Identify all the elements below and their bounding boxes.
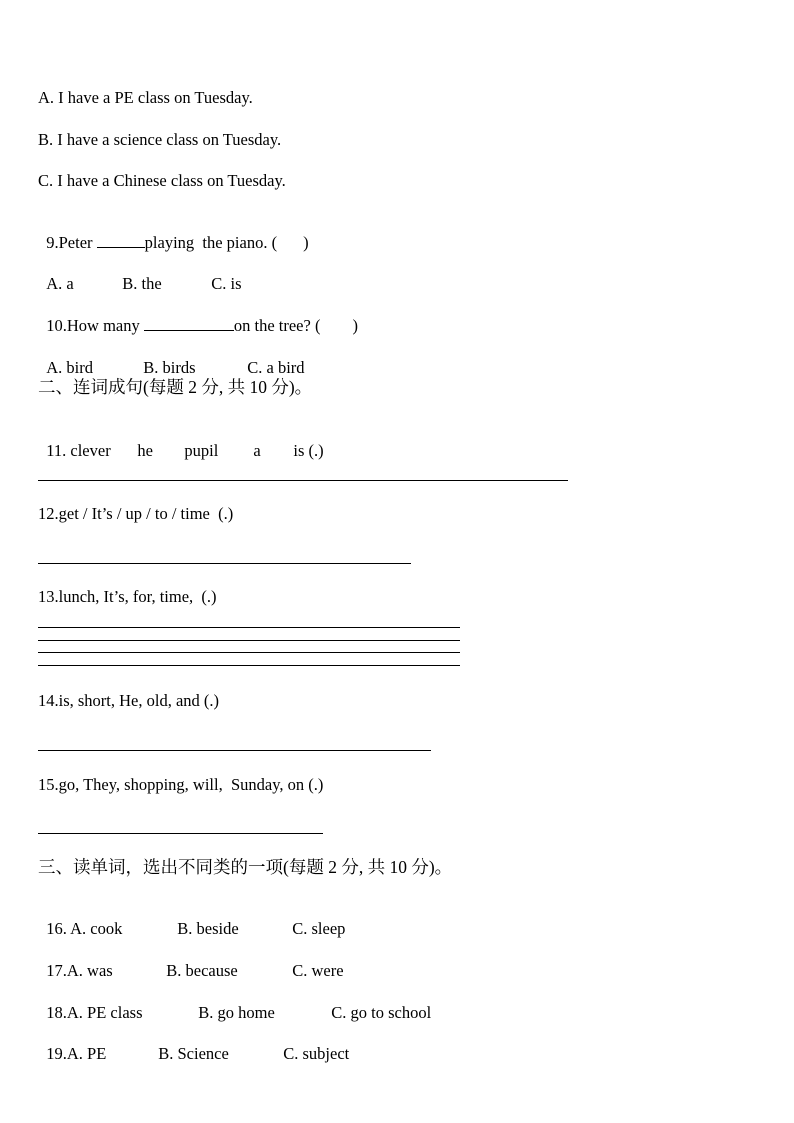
q10-stem (38, 296, 358, 336)
q9-close-paren: ) (303, 233, 309, 252)
section-3-title: 三、读单词，选出不同类的一项(每题 2 分, 共 10 分)。 (38, 857, 453, 877)
q16-option-a: 16. A. cook (46, 919, 123, 938)
q9-stem-end: playing the piano. ( (144, 233, 278, 252)
q10-close-paren: ) (352, 316, 358, 335)
q11-word-4: a (253, 441, 261, 460)
q17-option-b: B. because (166, 961, 238, 980)
q11-word-5: is (.) (293, 441, 324, 460)
q8-option-b: B. I have a science class on Tuesday. (38, 130, 282, 149)
q9-option-b: B. the (122, 274, 162, 293)
q12-answer-line[interactable] (38, 563, 411, 564)
q19-option-b: B. Science (158, 1044, 229, 1063)
q10-stem-start: 10.How many (46, 316, 144, 335)
q17-row (38, 941, 344, 981)
q8-option-c: C. I have a Chinese class on Tuesday. (38, 171, 286, 190)
q18-option-a: 18.A. PE class (46, 1003, 143, 1022)
q9-option-c: C. is (211, 274, 242, 293)
q10-stem-end: on the tree? ( (233, 316, 321, 335)
q10-answer-blank[interactable] (144, 316, 234, 331)
q13-answer-line-1[interactable] (38, 627, 460, 628)
q9-answer-blank[interactable] (97, 233, 145, 248)
q13-answer-line-2[interactable] (38, 640, 460, 641)
q17-option-c: C. were (292, 961, 344, 980)
q19-option-a: 19.A. PE (46, 1044, 107, 1063)
q14-prompt: 14.is, short, He, old, and (.) (38, 691, 220, 710)
q12-prompt: 12.get / It’s / up / to / time (.) (38, 504, 234, 523)
q8-option-a: A. I have a PE class on Tuesday. (38, 88, 253, 107)
q16-option-c: C. sleep (292, 919, 346, 938)
q9-options (38, 254, 242, 294)
q19-row (38, 1024, 349, 1064)
q11-prompt (38, 421, 324, 461)
q11-word-1: clever (70, 441, 111, 460)
q10-options (38, 338, 305, 378)
q13-answer-line-3[interactable] (38, 652, 460, 653)
q18-option-c: C. go to school (331, 1003, 432, 1022)
q11-answer-line[interactable] (38, 480, 568, 481)
q15-prompt: 15.go, They, shopping, will, Sunday, on (.) (38, 775, 324, 794)
q15-answer-line[interactable] (38, 833, 323, 834)
q17-option-a: 17.A. was (46, 961, 113, 980)
q10-option-b: B. birds (143, 358, 196, 377)
q10-option-a: A. bird (46, 358, 93, 377)
q14-answer-line[interactable] (38, 750, 431, 751)
q16-row (38, 899, 345, 939)
q9-stem-start: 9.Peter (46, 233, 97, 252)
q18-option-b: B. go home (198, 1003, 275, 1022)
q16-option-b: B. beside (177, 919, 239, 938)
q9-stem (38, 213, 309, 253)
q11-word-3: pupil (184, 441, 219, 460)
q9-option-a: A. a (46, 274, 74, 293)
q13-prompt: 13.lunch, It’s, for, time, (.) (38, 587, 217, 606)
q10-option-c: C. a bird (247, 358, 305, 377)
section-2-title: 二、连词成句(每题 2 分, 共 10 分)。 (38, 377, 313, 397)
q11-word-2: he (137, 441, 153, 460)
q13-answer-line-4[interactable] (38, 665, 460, 666)
q18-row (38, 983, 431, 1023)
q11-number: 11. (46, 441, 71, 460)
q19-option-c: C. subject (283, 1044, 350, 1063)
